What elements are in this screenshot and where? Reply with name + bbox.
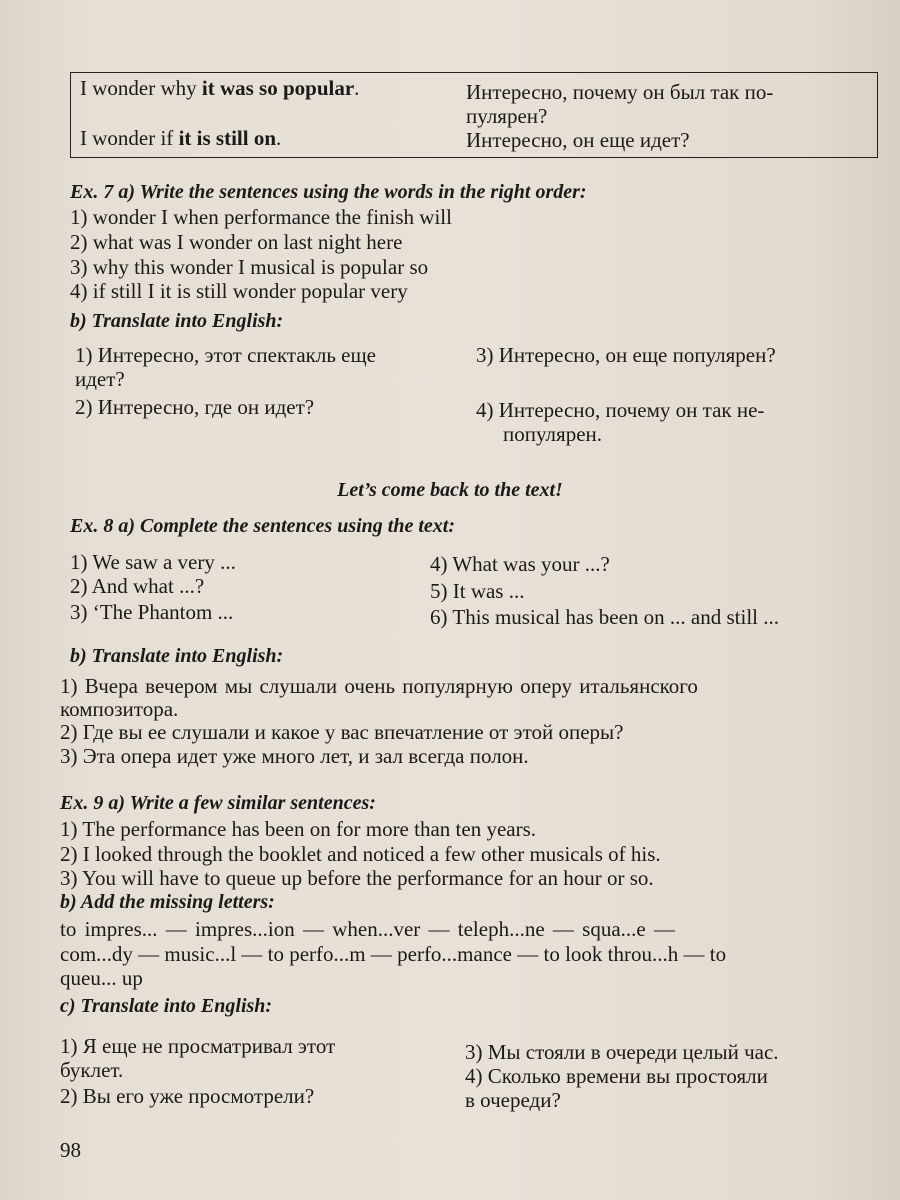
ex9-item-1: 1) The performance has been on for more than ten years. [60, 817, 536, 841]
ex9-c2: 2) Вы его уже просмотрели? [60, 1084, 315, 1108]
ex7-b4-line2: популярен. [503, 422, 603, 446]
box-row1-english: I wonder why it was so popular. [80, 76, 360, 100]
ex9-c-heading: c) Translate into English: [60, 995, 273, 1017]
ex8-b-line1: 1) Вчера вечером мы слушали очень популярную оперу итальянского [60, 674, 698, 698]
ex8-b-line4: 3) Эта опера идет уже много лет, и зал всегда полон. [60, 744, 529, 768]
section-title: Let’s come back to the text! [337, 479, 563, 501]
ex9-b-line2: com...dy — music...l — to perfo...m — perfo...mance — to look throu...h — to [60, 942, 727, 966]
ex7-b1-line1: 1) Интересно, этот спектакль еще [75, 343, 376, 367]
ex8-item-1: 1) We saw a very ... [70, 550, 236, 574]
ex7-item-2: 2) what was I wonder on last night here [70, 230, 403, 254]
ex9-b-line3: queu... up [60, 966, 143, 990]
ex9-c1-line1: 1) Я еще не просматривал этот [60, 1034, 336, 1058]
ex9-c1-line2: буклет. [60, 1058, 124, 1082]
ex8-b-line3: 2) Где вы ее слушали и какое у вас впечатление от этой оперы? [60, 720, 624, 744]
ex9-item-3: 3) You will have to queue up before the performance for an hour or so. [60, 866, 654, 890]
ex8-b-heading: b) Translate into English: [70, 645, 284, 667]
ex8-item-3: 3) ‘The Phantom ... [70, 600, 234, 624]
ex9-c4-line2: в очереди? [465, 1088, 561, 1112]
ex8-b-line2: композитора. [60, 697, 179, 721]
ex7-b4-line1: 4) Интересно, почему он так не- [476, 398, 765, 422]
ex7-heading: Ex. 7 a) Write the sentences using the words in the right order: [70, 181, 587, 203]
ex7-item-4: 4) if still I it is still wonder popular very [70, 279, 408, 303]
box-row1-russian-line1: Интересно, почему он был так по- [466, 80, 774, 104]
ex7-b3: 3) Интересно, он еще популярен? [476, 343, 776, 367]
ex7-b1-line2: идет? [75, 367, 125, 391]
ex9-b-heading: b) Add the missing letters: [60, 891, 275, 913]
ex9-heading: Ex. 9 a) Write a few similar sentences: [60, 792, 376, 814]
ex9-b-line1: to impres... — impres...ion — when...ver — teleph...ne — squa...e — [60, 917, 675, 941]
ex8-item-6: 6) This musical has been on ... and still ... [430, 605, 779, 629]
ex7-b2: 2) Интересно, где он идет? [75, 395, 315, 419]
ex9-item-2: 2) I looked through the booklet and noticed a few other musicals of his. [60, 842, 661, 866]
ex7-item-1: 1) wonder I when performance the finish will [70, 205, 452, 229]
ex8-item-4: 4) What was your ...? [430, 552, 610, 576]
box-row2-english: I wonder if it is still on. [80, 126, 282, 150]
box-row2-russian: Интересно, он еще идет? [466, 128, 690, 152]
ex9-c4-line1: 4) Сколько времени вы простояли [465, 1064, 768, 1088]
ex7-b-heading: b) Translate into English: [70, 310, 284, 332]
ex8-item-5: 5) It was ... [430, 579, 525, 603]
ex7-item-3: 3) why this wonder I musical is popular so [70, 255, 429, 279]
page-number: 98 [60, 1138, 81, 1162]
ex8-heading: Ex. 8 a) Complete the sentences using the text: [70, 515, 455, 537]
ex8-item-2: 2) And what ...? [70, 574, 205, 598]
box-row1-russian-line2: пулярен? [466, 104, 548, 128]
ex9-c3: 3) Мы стояли в очереди целый час. [465, 1040, 779, 1064]
